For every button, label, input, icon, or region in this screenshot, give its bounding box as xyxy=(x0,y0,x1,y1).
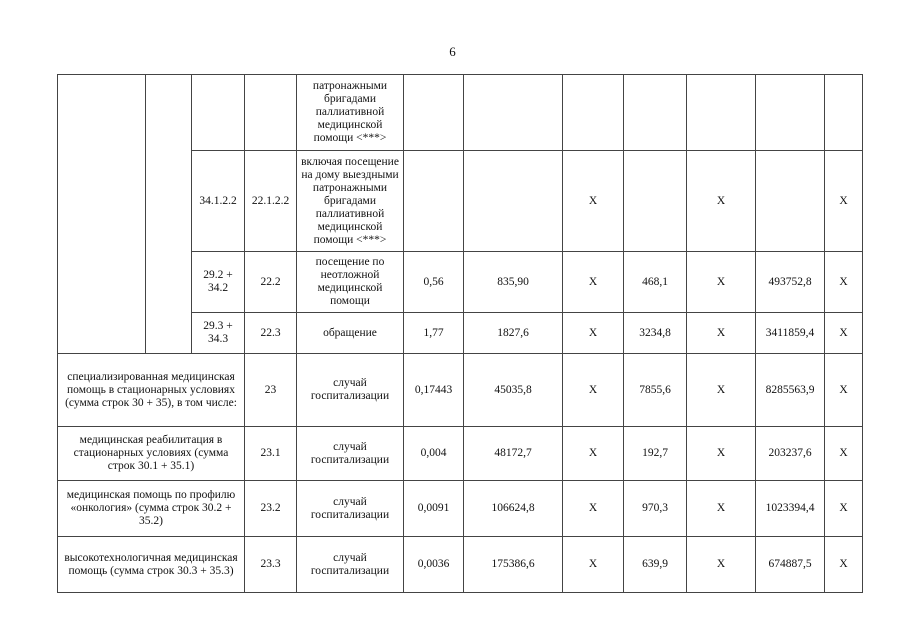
cost-cell: 48172,7 xyxy=(464,427,563,481)
x-mark-cell: X xyxy=(687,252,756,313)
norm-cell: 0,0036 xyxy=(404,537,464,593)
cost-cell: 106624,8 xyxy=(464,481,563,537)
unit-cell: случай госпитализации xyxy=(297,427,404,481)
norm-cell: 0,004 xyxy=(404,427,464,481)
norm-cell: 0,17443 xyxy=(404,354,464,427)
x-mark-cell xyxy=(687,75,756,151)
unit-cell: случай госпитализации xyxy=(297,354,404,427)
value-cell xyxy=(756,151,825,252)
code-a-cell: 29.2 + 34.2 xyxy=(192,252,245,313)
table-row xyxy=(58,537,863,593)
line-number-cell: 23.3 xyxy=(245,537,297,593)
x-mark-cell: X xyxy=(563,151,624,252)
page-number: 6 xyxy=(449,44,456,59)
x-mark-cell: X xyxy=(687,151,756,252)
empty-line-cell xyxy=(146,75,192,354)
norm-cell: 0,0091 xyxy=(404,481,464,537)
value-cell xyxy=(624,75,687,151)
code-b-cell: 22.2 xyxy=(245,252,297,313)
x-mark-cell: X xyxy=(825,252,863,313)
x-mark-cell: X xyxy=(563,252,624,313)
x-mark-cell: X xyxy=(563,427,624,481)
norm-cell xyxy=(404,75,464,151)
table-row xyxy=(58,481,863,537)
norm-cell: 0,56 xyxy=(404,252,464,313)
value-cell: 7855,6 xyxy=(624,354,687,427)
value-cell: 3234,8 xyxy=(624,313,687,354)
value-cell: 192,7 xyxy=(624,427,687,481)
x-mark-cell: X xyxy=(563,313,624,354)
norm-cell xyxy=(404,151,464,252)
section-name-cell: высокотехнологичная медицинская помощь (сумма строк 30.3 + 35.3) xyxy=(58,537,245,593)
code-b-cell: 22.3 xyxy=(245,313,297,354)
x-mark-cell: X xyxy=(825,151,863,252)
x-mark-cell: X xyxy=(563,354,624,427)
code-b-cell: 22.1.2.2 xyxy=(245,151,297,252)
planning-table xyxy=(57,74,863,593)
cost-cell: 175386,6 xyxy=(464,537,563,593)
x-mark-cell: X xyxy=(825,313,863,354)
value-cell: 1023394,4 xyxy=(756,481,825,537)
line-number-cell: 23 xyxy=(245,354,297,427)
unit-cell: обращение xyxy=(297,313,404,354)
x-mark-cell: X xyxy=(563,481,624,537)
table-row xyxy=(58,354,863,427)
unit-cell: включая посещение на дому выездными патронажными бригадами паллиативной медицинской помощи <***> xyxy=(297,151,404,252)
x-mark-cell: X xyxy=(825,537,863,593)
section-name-cell: специализированная медицинская помощь в стационарных условиях (сумма строк 30 + 35), в том числе: xyxy=(58,354,245,427)
code-a-cell: 34.1.2.2 xyxy=(192,151,245,252)
x-mark-cell: X xyxy=(563,537,624,593)
x-mark-cell: X xyxy=(687,427,756,481)
value-cell: 970,3 xyxy=(624,481,687,537)
value-cell: 674887,5 xyxy=(756,537,825,593)
x-mark-cell: X xyxy=(825,481,863,537)
x-mark-cell: X xyxy=(687,537,756,593)
x-mark-cell xyxy=(825,75,863,151)
section-name-cell: медицинская помощь по профилю «онкология» (сумма строк 30.2 + 35.2) xyxy=(58,481,245,537)
table-row xyxy=(58,75,863,151)
value-cell: 468,1 xyxy=(624,252,687,313)
x-mark-cell: X xyxy=(687,481,756,537)
value-cell: 493752,8 xyxy=(756,252,825,313)
unit-cell: случай госпитализации xyxy=(297,537,404,593)
value-cell xyxy=(624,151,687,252)
code-a-cell: 29.3 + 34.3 xyxy=(192,313,245,354)
cost-cell xyxy=(464,75,563,151)
x-mark-cell xyxy=(563,75,624,151)
code-a-cell xyxy=(192,75,245,151)
unit-cell: патронажными бригадами паллиативной медицинской помощи <***> xyxy=(297,75,404,151)
section-name-cell: медицинская реабилитация в стационарных условиях (сумма строк 30.1 + 35.1) xyxy=(58,427,245,481)
cost-cell: 45035,8 xyxy=(464,354,563,427)
value-cell: 203237,6 xyxy=(756,427,825,481)
cost-cell: 1827,6 xyxy=(464,313,563,354)
line-number-cell: 23.1 xyxy=(245,427,297,481)
value-cell: 639,9 xyxy=(624,537,687,593)
x-mark-cell: X xyxy=(825,354,863,427)
norm-cell: 1,77 xyxy=(404,313,464,354)
line-number-cell: 23.2 xyxy=(245,481,297,537)
value-cell xyxy=(756,75,825,151)
value-cell: 8285563,9 xyxy=(756,354,825,427)
code-b-cell xyxy=(245,75,297,151)
x-mark-cell: X xyxy=(687,313,756,354)
unit-cell: посещение по неотложной медицинской помощи xyxy=(297,252,404,313)
table-row xyxy=(58,427,863,481)
cost-cell xyxy=(464,151,563,252)
x-mark-cell: X xyxy=(825,427,863,481)
x-mark-cell: X xyxy=(687,354,756,427)
unit-cell: случай госпитализации xyxy=(297,481,404,537)
value-cell: 3411859,4 xyxy=(756,313,825,354)
cost-cell: 835,90 xyxy=(464,252,563,313)
empty-name-cell xyxy=(58,75,146,354)
